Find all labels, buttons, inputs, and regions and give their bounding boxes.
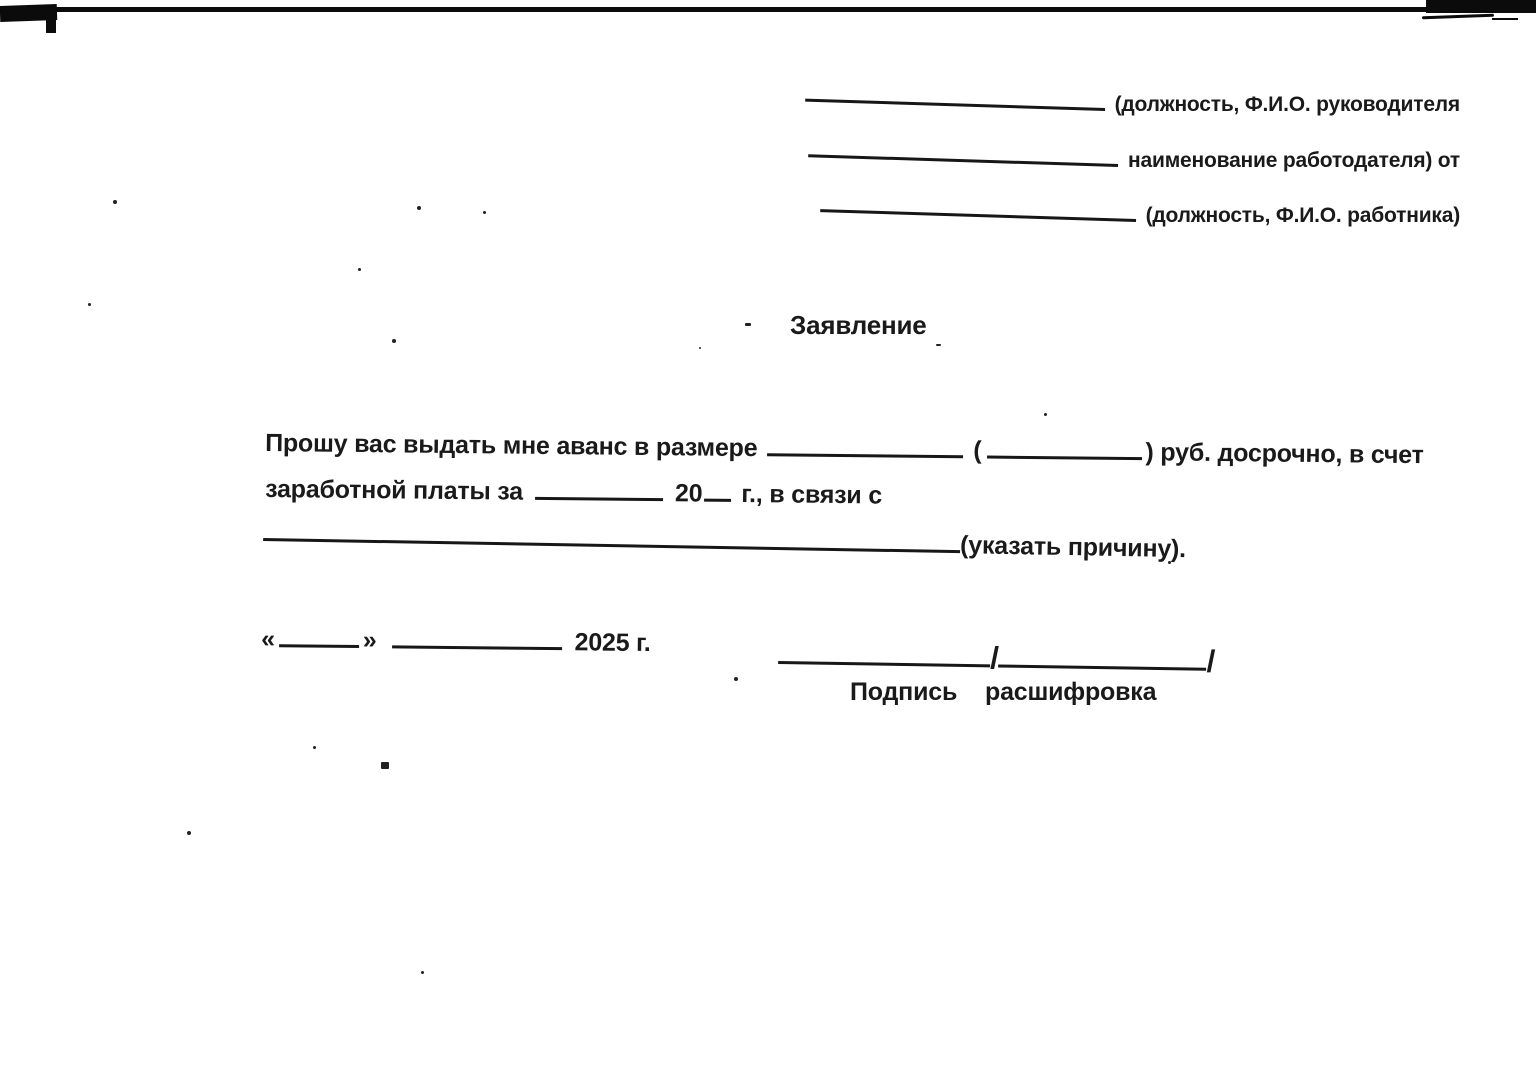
slash-separator-1: / (989, 640, 999, 676)
scan-speckle (1044, 413, 1047, 416)
signature-blank (778, 641, 990, 667)
reason-blank (263, 518, 960, 553)
scan-speckle (187, 831, 191, 835)
document-title: Заявление (790, 310, 927, 340)
year-prefix: 20 (674, 479, 703, 508)
body-line-request (265, 428, 1424, 470)
signature-line (778, 636, 1215, 679)
scan-artifact-right-wave (1422, 14, 1494, 20)
header-row-manager (805, 88, 1460, 117)
employee-caption: (должность, Ф.И.О. работника) (1145, 204, 1460, 227)
year-suffix: г., в связи с (741, 479, 883, 510)
scan-speckle (734, 677, 738, 681)
employer-caption: наименование работодателя) от (1128, 149, 1460, 172)
paren-open: ( (973, 436, 982, 465)
employee-name-blank (820, 189, 1137, 222)
amount-words-blank (987, 436, 1142, 461)
scan-speckle (392, 339, 396, 343)
scan-speckle (745, 323, 751, 326)
manager-name-blank (805, 79, 1106, 111)
year-label: 2025 г. (574, 628, 651, 658)
quote-open: « (261, 625, 276, 654)
scan-speckle (88, 303, 91, 306)
body-line-salary (265, 474, 882, 510)
reason-caption: (указать причину). (959, 531, 1187, 564)
scan-speckle (313, 746, 316, 749)
year-blank (704, 479, 731, 502)
amount-blank (767, 433, 963, 458)
header-row-employee (820, 199, 1460, 228)
scan-artifact-right-blob (1426, 0, 1536, 13)
scan-speckle (113, 200, 117, 204)
date-day-blank (279, 624, 359, 648)
header-row-employer (808, 144, 1460, 173)
transcript-label: расшифровка (985, 678, 1157, 706)
scan-artifact-right-dash (1492, 18, 1518, 20)
rub-early-text: ) руб. досрочно, в счет (1145, 438, 1424, 470)
scan-artifact-left-tail (46, 20, 56, 33)
manager-caption: (должность, Ф.И.О. руководителя (1114, 93, 1460, 116)
request-text: Прошу вас выдать мне аванс в размере (265, 429, 758, 463)
month-blank (535, 477, 663, 501)
scan-speckle (417, 206, 421, 210)
transcript-blank (999, 644, 1207, 670)
scan-speckle (421, 971, 424, 974)
quote-close: » (362, 626, 377, 655)
signature-label: Подпись (850, 678, 958, 706)
scan-speckle (483, 211, 486, 214)
scan-speckle (358, 268, 361, 271)
slash-separator-2: / (1206, 643, 1216, 679)
date-month-blank (393, 625, 563, 650)
scan-speckle (381, 762, 389, 769)
scan-speckle (699, 347, 701, 349)
body-line-reason (263, 518, 1186, 564)
salary-text: заработной платы за (265, 475, 524, 506)
date-line (261, 624, 651, 658)
employer-name-blank (808, 134, 1119, 167)
scan-artifact-top-edge (52, 7, 1430, 12)
scan-speckle (936, 344, 941, 346)
